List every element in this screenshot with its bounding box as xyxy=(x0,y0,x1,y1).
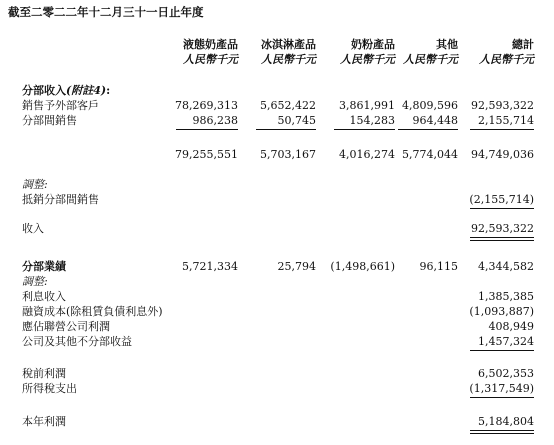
row-label-income-tax: 所得稅支出 xyxy=(22,382,77,395)
cell-income-tax: (1,317,549) xyxy=(469,382,534,395)
results-liquid-milk: 5,721,334 xyxy=(182,260,238,273)
cell-intersegment-ice-cream: 50,745 xyxy=(277,114,316,127)
segment-revenue-note: (附註4) xyxy=(66,84,107,97)
underline-income-tax xyxy=(470,397,534,398)
col-unit-others: 人民幣千元 xyxy=(403,53,458,66)
row-label-segment-results: 分部業績 xyxy=(22,260,66,273)
cell-share-of-associates: 408,949 xyxy=(488,320,534,333)
subtotal-ice-cream: 5,703,167 xyxy=(260,148,316,161)
cell-finance-costs: (1,093,887) xyxy=(469,305,534,318)
cell-external-others: 4,809,596 xyxy=(402,99,458,112)
col-header-total: 總計 xyxy=(512,38,534,51)
underline-liquid-milk xyxy=(176,129,238,130)
row-label-profit-before-tax: 稅前利潤 xyxy=(22,367,66,380)
subtotal-milk-powder: 4,016,274 xyxy=(339,148,395,161)
cell-revenue-total: 92,593,322 xyxy=(471,222,534,235)
col-header-ice-cream: 冰淇淋產品 xyxy=(261,38,316,51)
row-label-corporate-income: 公司及其他不分部收益 xyxy=(22,335,132,348)
row-label-external-sales: 銷售予外部客戶 xyxy=(22,99,99,112)
cell-profit-before-tax: 6,502,353 xyxy=(478,367,534,380)
adjustments-heading-2: 調整: xyxy=(22,275,48,288)
subtotal-others: 5,774,044 xyxy=(402,148,458,161)
cell-intersegment-total: 2,155,714 xyxy=(478,114,534,127)
col-unit-liquid-milk: 人民幣千元 xyxy=(183,53,238,66)
cell-external-milk-powder: 3,861,991 xyxy=(339,99,395,112)
row-label-elimination: 抵銷分部間銷售 xyxy=(22,193,99,206)
col-header-milk-powder: 奶粉產品 xyxy=(351,38,395,51)
row-label-intersegment-sales: 分部間銷售 xyxy=(22,114,77,127)
double-underline-profit-for-year xyxy=(470,430,534,434)
row-label-share-of-associates: 應佔聯營公司利潤 xyxy=(22,320,110,333)
row-label-interest-income: 利息收入 xyxy=(22,290,66,303)
col-unit-ice-cream: 人民幣千元 xyxy=(261,53,316,66)
cell-intersegment-milk-powder: 154,283 xyxy=(349,114,395,127)
cell-corporate-income: 1,457,324 xyxy=(478,335,534,348)
underline-ice-cream xyxy=(256,129,316,130)
col-header-others: 其他 xyxy=(436,38,458,51)
col-unit-total: 人民幣千元 xyxy=(479,53,534,66)
col-unit-milk-powder: 人民幣千元 xyxy=(340,53,395,66)
cell-external-total: 92,593,322 xyxy=(471,99,534,112)
cell-profit-for-year: 5,184,804 xyxy=(478,415,534,428)
segment-revenue-colon: : xyxy=(106,84,111,97)
double-underline-revenue xyxy=(470,237,534,241)
row-label-profit-for-year: 本年利潤 xyxy=(22,415,66,428)
results-milk-powder: (1,498,661) xyxy=(330,260,395,273)
subtotal-liquid-milk: 79,255,551 xyxy=(175,148,238,161)
underline-others xyxy=(398,129,458,130)
cell-intersegment-others: 964,448 xyxy=(412,114,458,127)
results-ice-cream: 25,794 xyxy=(277,260,316,273)
segment-revenue-label: 分部收入 xyxy=(22,84,66,97)
results-total: 4,344,582 xyxy=(478,260,534,273)
cell-elimination-total: (2,155,714) xyxy=(469,193,534,206)
subtotal-total: 94,749,036 xyxy=(471,148,534,161)
row-label-finance-costs: 融資成本(除租賃負債利息外) xyxy=(22,305,163,318)
row-label-revenue: 收入 xyxy=(22,222,44,235)
cell-external-ice-cream: 5,652,422 xyxy=(260,99,316,112)
underline-elimination xyxy=(470,208,534,209)
underline-milk-powder xyxy=(334,129,395,130)
underline-total xyxy=(470,129,534,130)
col-header-liquid-milk: 液態奶產品 xyxy=(183,38,238,51)
results-others: 96,115 xyxy=(419,260,458,273)
cell-external-liquid-milk: 78,269,313 xyxy=(175,99,238,112)
segment-revenue-heading xyxy=(22,84,110,97)
cell-interest-income: 1,385,385 xyxy=(478,290,534,303)
statement-title: 截至二零二二年十二月三十一日止年度 xyxy=(8,5,204,19)
cell-intersegment-liquid-milk: 986,238 xyxy=(192,114,238,127)
adjustments-heading-1: 調整: xyxy=(22,178,48,191)
underline-corporate-income xyxy=(470,350,534,351)
